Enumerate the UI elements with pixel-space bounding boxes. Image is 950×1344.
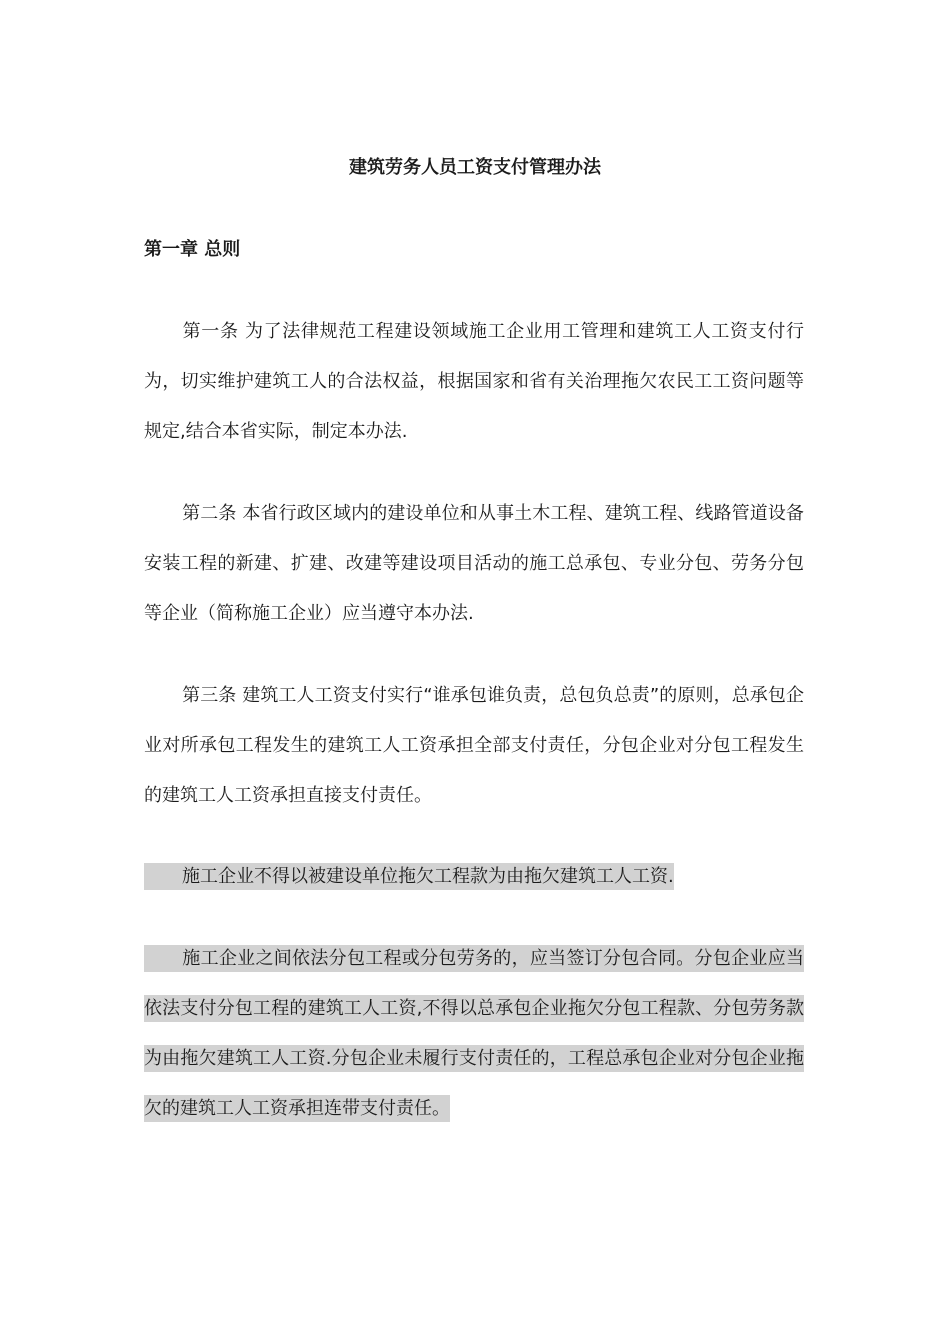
highlighted-text [144,863,674,890]
highlighted-text [144,945,804,1122]
article-1-paragraph [144,307,804,457]
highlighted-paragraph-1 [144,852,804,902]
paragraph-text: 施工企业之间依法分包工程或分包劳务的，应当签订分包合同。分包企业应当依法支付分包工程的建筑工人工资,不得以总承包企业拖欠分包工程款、分包劳务款为由拖欠建筑工人工资.分包企业未履行支付责任的，工程总承包企业对分包企业拖欠的建筑工人工资承担连带支付责任。 [144,948,804,1119]
paragraph-text: 施工企业不得以被建设单位拖欠工程款为由拖欠建筑工人工资. [182,866,674,887]
article-3-paragraph [144,671,804,821]
article-2-paragraph [144,489,804,639]
document-title: 建筑劳务人员工资支付管理办法 [349,157,601,178]
paragraph-text: 第三条 建筑工人工资支付实行“谁承包谁负责，总包负总责”的原则，总承包企业对所承包工程发生的建筑工人工资承担全部支付责任，分包企业对分包工程发生的建筑工人工资承担直接支付责任。 [144,685,804,806]
chapter-heading: 第一章 总则 [144,239,241,260]
paragraph-text: 第二条 本省行政区域内的建设单位和从事土木工程、建筑工程、线路管道设备安装工程的新建、扩建、改建等建设项目活动的施工总承包、专业分包、劳务分包等企业（简称施工企业）应当遵守本办法. [144,503,804,624]
paragraph-text: 第一条 为了法律规范工程建设领域施工企业用工管理和建筑工人工资支付行为，切实维护建筑工人的合法权益，根据国家和省有关治理拖欠农民工工资问题等规定,结合本省实际，制定本办法. [144,321,804,442]
highlighted-paragraph-2 [144,934,804,1134]
